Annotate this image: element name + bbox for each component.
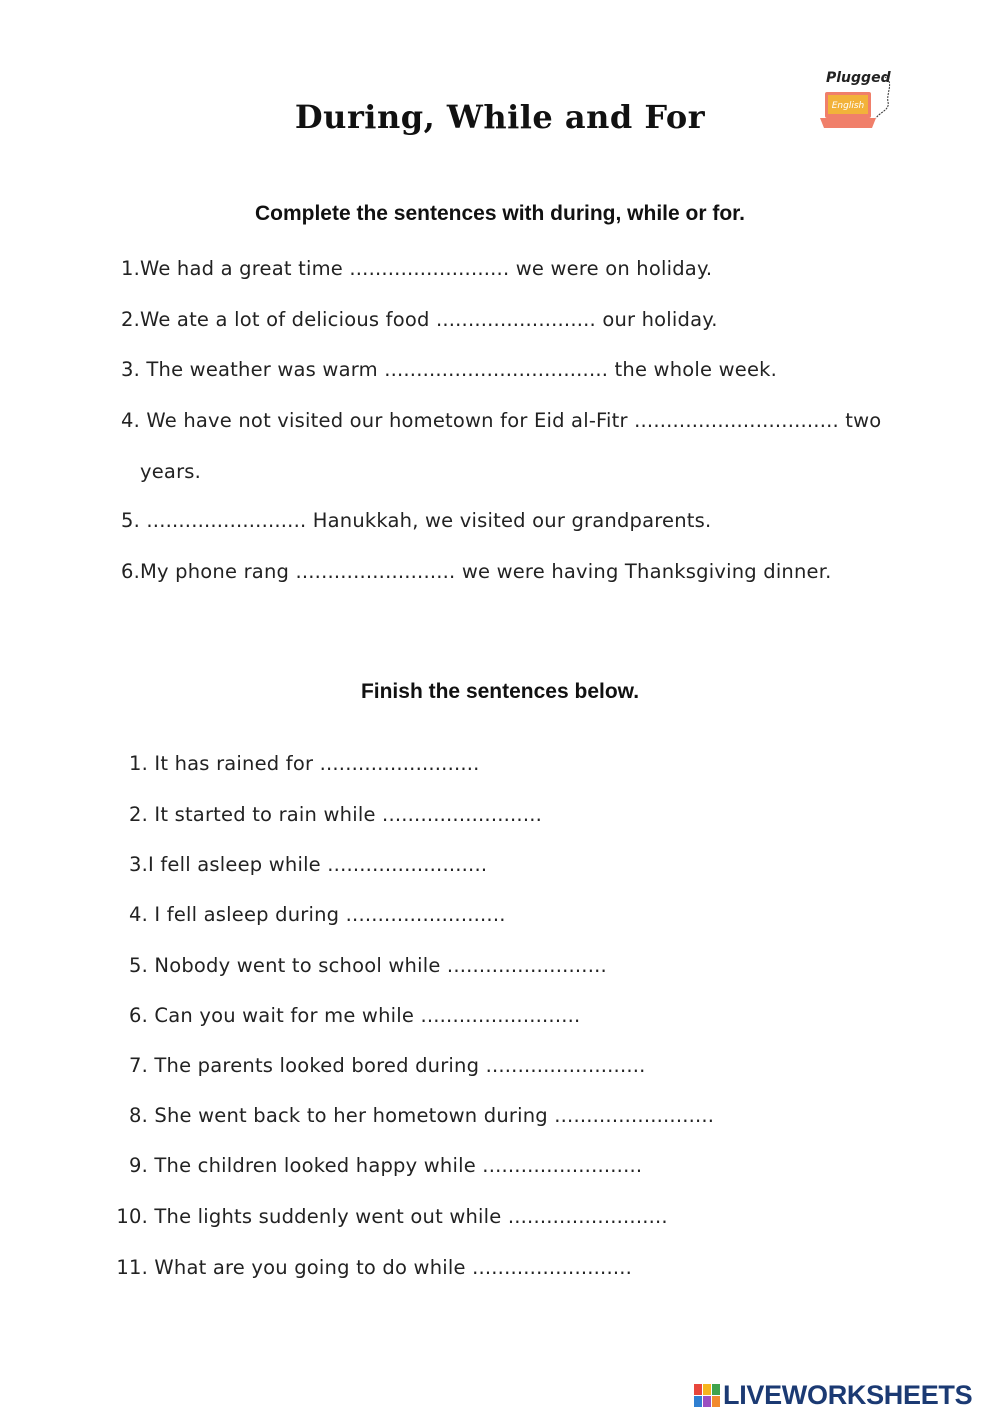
exercise2-item: 2. It started to rain while ......................... xyxy=(128,803,543,826)
exercise2-item: 5. Nobody went to school while ......................... xyxy=(128,954,607,977)
exercise2-item: 9. The children looked happy while ......................... xyxy=(128,1154,643,1177)
liveworksheets-brand: LIVEWORKSHEETS xyxy=(723,1379,973,1410)
page-title: During, While and For xyxy=(294,98,706,136)
exercise1-item: 1.We had a great time ......................... we were on holiday. xyxy=(120,257,713,280)
exercise1-item: 4. We have not visited our hometown for Eid al-Fitr ................................ two xyxy=(120,409,882,432)
exercise1-item: 5. ......................... Hanukkah, we visited our grandparents. xyxy=(120,509,712,532)
liveworksheets-badge-icon xyxy=(694,1384,720,1407)
svg-text:English: English xyxy=(831,101,865,111)
svg-text:Plugged: Plugged xyxy=(826,70,891,86)
exercise1-item: 3. The weather was warm ................................... the whole week. xyxy=(120,358,778,381)
exercise2-item: 10. The lights suddenly went out while ......................... xyxy=(116,1205,668,1228)
plugged-english-logo xyxy=(816,62,900,134)
exercise2-item: 11. What are you going to do while ......................... xyxy=(116,1256,633,1279)
exercise2-item: 8. She went back to her hometown during ......................... xyxy=(128,1104,715,1127)
exercise2-item: 1. It has rained for ......................... xyxy=(128,752,480,775)
exercise2-item: 7. The parents looked bored during ......................... xyxy=(128,1054,646,1077)
exercise1-item: 2.We ate a lot of delicious food ......................... our holiday. xyxy=(120,308,718,331)
exercise2-item: 6. Can you wait for me while ......................... xyxy=(128,1004,581,1027)
exercise2-item: 3.I fell asleep while ......................... xyxy=(128,853,488,876)
exercise1-item-continuation: years. xyxy=(140,460,202,483)
liveworksheets-watermark xyxy=(694,1378,972,1412)
exercise1-item: 6.My phone rang ......................... we were having Thanksgiving dinner. xyxy=(120,560,832,583)
section-heading-finish: Finish the sentences below. xyxy=(360,680,640,703)
exercise2-item: 4. I fell asleep during ......................... xyxy=(128,903,506,926)
section-heading-complete: Complete the sentences with during, while or for. xyxy=(254,202,746,225)
